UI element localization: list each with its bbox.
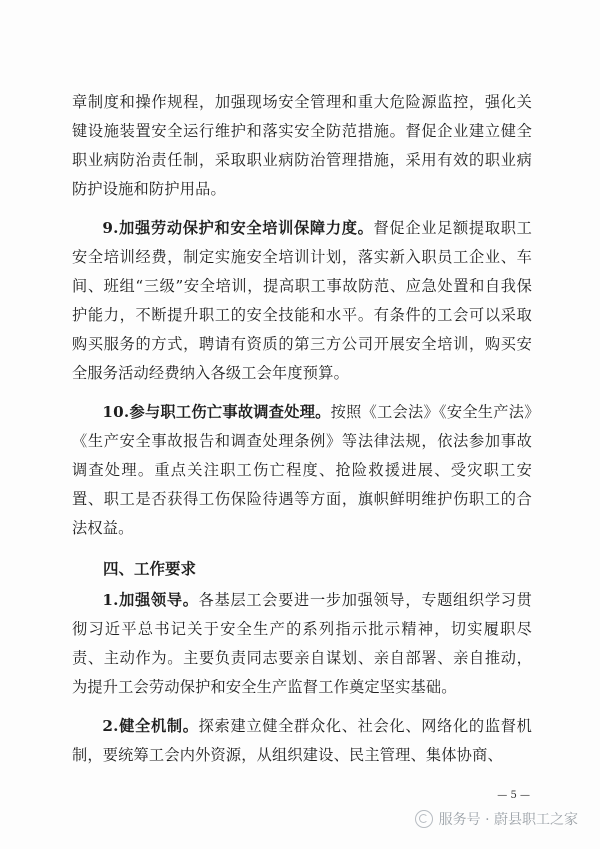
item-10-heading: 10.参与职工伤亡事故调查处理。 (102, 403, 331, 421)
item-9-heading: 9.加强劳动保护和安全培训保障力度。 (102, 219, 374, 237)
requirement-2-text: 探索建立健全群众化、社会化、网络化的监督机制，要统筹工会内外资源，从组织建设、民主管理、集体协商、 (72, 717, 532, 764)
item-9-text: 督促企业足额提取职工安全培训经费，制定实施安全培训计划，落实新入职员工企业、车间、班组“三级”安全培训，提高职工事故防范、应急处置和自我保护能力，不断提升职工的安全技能和水平。有条件的工会可以采取购买服务的方式，聘请有资质的第三方公司开展安全培训，购买安全服务活动经费纳入各级工会年度预算。 (72, 219, 532, 382)
document-body (72, 88, 532, 770)
requirement-1-text: 各基层工会要进一步加强领导，专题组织学习贯彻习近平总书记关于安全生产的系列指示批示精神，切实履职尽责、主动作为。主要负责同志要亲自谋划、亲自部署、亲自推动，为提升工会劳动保护和安全生产监督工作奠定坚实基础。 (72, 591, 532, 696)
section-heading-work-requirements: 四、工作要求 (103, 560, 197, 578)
requirement-item-1 (72, 586, 532, 702)
account-watermark (415, 809, 578, 829)
watermark-text: 服务号 · 蔚县职工之家 (438, 812, 578, 828)
wechat-channel-icon (415, 810, 433, 828)
paragraph-continuation: 章制度和操作规程，加强现场安全管理和重大危险源监控，强化关键设施装置安全运行维护和落实安全防范措施。督促企业建立健全职业病防治责任制，采取职业病防治管理措施，采用有效的职业病防护设施和防护用品。 (72, 93, 532, 198)
requirement-2-heading: 2.健全机制。 (102, 717, 199, 735)
paragraph-item-10 (72, 398, 532, 543)
paragraph-item-9 (72, 214, 532, 388)
requirement-1-heading: 1.加强领导。 (102, 591, 199, 609)
page-number: — 5 — (497, 790, 530, 801)
item-10-text: 按照《工会法》《安全生产法》《生产安全事故报告和调查处理条例》等法律法规，依法参加事故调查处理。重点关注职工伤亡程度、抢险救援进展、受灾职工安置、职工是否获得工伤保险待遇等方面，旗帜鲜明维护伤职工的合法权益。 (72, 403, 532, 537)
requirement-item-2 (72, 712, 532, 770)
